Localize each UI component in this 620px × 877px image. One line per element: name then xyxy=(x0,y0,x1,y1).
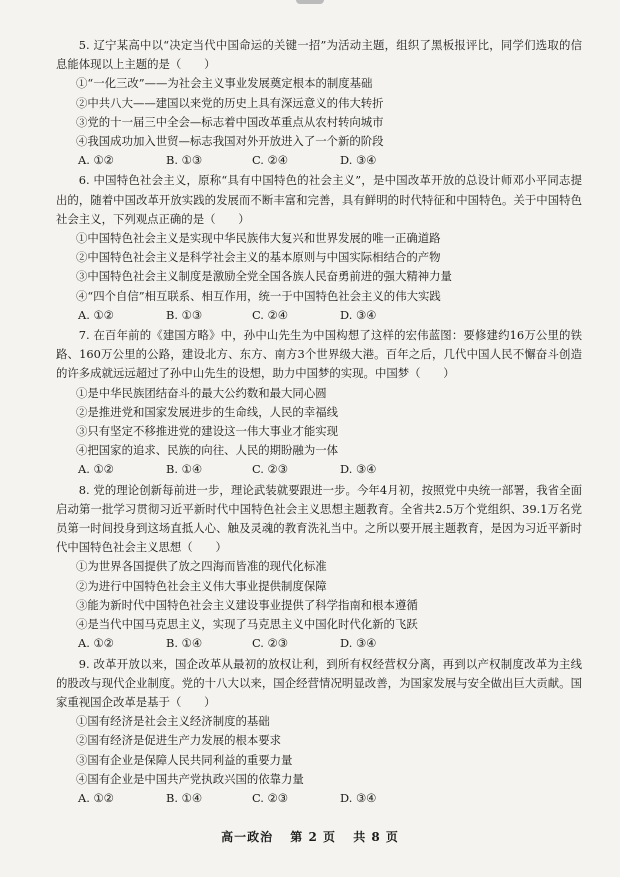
statement-3: ③能为新时代中国特色社会主义建设事业提供了科学指南和根本遵循 xyxy=(76,597,418,612)
answer-choices xyxy=(56,306,582,325)
statement-1: ①“一化三改”——为社会主义事业发展奠定根本的制度基础 xyxy=(76,76,373,91)
statement-2: ②中国特色社会主义是科学社会主义的基本原则与中国实际相结合的产物 xyxy=(76,250,441,265)
choice-d: D. ③④ xyxy=(340,307,377,322)
statement-1: ①为世界各国提供了放之四海而皆准的现代化标准 xyxy=(76,559,327,574)
footer-page-number: 第 2 页 xyxy=(290,830,336,844)
statement-2: ②中共八大——建国以来党的历史上具有深远意义的伟大转折 xyxy=(76,95,384,110)
statement-4: ④“四个自信”相互联系、相互作用，统一于中国特色社会主义的伟大实践 xyxy=(76,288,441,303)
question-stem: 6. 中国特色社会主义，原称“具有中国特色的社会主义”，是中国改革开放的总设计师邓小平同志提出的，随着中国改革开放实践的发展而不断丰富和完善，具有鲜明的时代特征和中国特色。关于中国特色社会主义，下列观点正确的是（ ） xyxy=(56,173,582,226)
statement-4: ④国有企业是中国共产党执政兴国的依靠力量 xyxy=(76,771,304,786)
choice-a: A. ①② xyxy=(78,462,114,477)
footer-subject: 高一政治 xyxy=(221,830,274,844)
choice-a: A. ①② xyxy=(78,153,114,168)
statement-2: ②为进行中国特色社会主义伟大事业提供制度保障 xyxy=(76,578,327,593)
choice-c: C. ②④ xyxy=(252,307,288,322)
question-stem: 7. 在百年前的《建国方略》中，孙中山先生为中国构想了这样的宏伟蓝图：要修建约16万公里的铁路、160万公里的公路，建设北方、东方、南方3个世界级大港。百年之后，几代中国人民不懈奋斗创造的许多成就远远超过了孙中山先生的设想，助力中国梦的实现。中国梦（ ） xyxy=(56,328,582,381)
statement-3: ③国有企业是保障人民共同利益的重要力量 xyxy=(76,752,293,767)
choice-d: D. ③④ xyxy=(340,462,377,477)
question-7 xyxy=(56,326,582,480)
answer-choices xyxy=(56,460,582,479)
choice-a: A. ①② xyxy=(78,307,114,322)
choice-a: A. ①② xyxy=(78,790,114,805)
choice-d: D. ③④ xyxy=(340,790,377,805)
choice-c: C. ②③ xyxy=(252,790,288,805)
choice-d: D. ③④ xyxy=(340,636,377,651)
statement-2: ②国有经济是促进生产力发展的根本要求 xyxy=(76,733,282,748)
choice-c: C. ②④ xyxy=(252,153,288,168)
question-stem: 5. 辽宁某高中以“决定当代中国命运的关键一招”为活动主题，组织了黑板报评比，同学们选取的信息能体现以上主题的是（ ） xyxy=(56,38,582,72)
choice-d: D. ③④ xyxy=(340,153,377,168)
statement-3: ③党的十一届三中全会—标志着中国改革重点从农村转向城市 xyxy=(76,114,384,129)
statement-3: ③中国特色社会主义制度是激励全党全国各族人民奋勇前进的强大精神力量 xyxy=(76,269,452,284)
question-9 xyxy=(56,655,582,809)
answer-choices xyxy=(56,789,582,808)
statement-4: ④我国成功加入世贸—标志我国对外开放进入了一个新的阶段 xyxy=(76,134,384,149)
scan-mark xyxy=(296,0,324,4)
choice-b: B. ①④ xyxy=(166,790,203,805)
question-5 xyxy=(56,36,582,170)
choice-b: B. ①④ xyxy=(166,462,203,477)
question-8 xyxy=(56,481,582,654)
choice-b: B. ①③ xyxy=(166,153,203,168)
choice-c: C. ②③ xyxy=(252,636,288,651)
answer-choices xyxy=(56,634,582,653)
question-6 xyxy=(56,171,582,325)
statement-1: ①国有经济是社会主义经济制度的基础 xyxy=(76,714,270,729)
choice-b: B. ①④ xyxy=(166,636,203,651)
page-footer xyxy=(0,828,620,847)
footer-total-pages: 共 8 页 xyxy=(353,830,399,844)
statement-3: ③只有坚定不移推进党的建设这一伟大事业才能实现 xyxy=(76,424,338,439)
statement-4: ④是当代中国马克思主义，实现了马克思主义中国化时代化新的飞跃 xyxy=(76,617,418,632)
choice-a: A. ①② xyxy=(78,636,114,651)
statement-1: ①是中华民族团结奋斗的最大公约数和最大同心圆 xyxy=(76,385,327,400)
question-stem: 8. 党的理论创新每前进一步，理论武装就要跟进一步。今年4月初，按照党中央统一部署，我省全面启动第一批学习贯彻习近平新时代中国特色社会主义思想主题教育。全省共2.5万个党组织、39.1万名党员第一时间投身到这场直抵人心、触及灵魂的教育洗礼当中。之所以要开展主题教育，是因为习近平新时代中国特色社会主义思想（ ） xyxy=(56,482,582,555)
question-stem: 9. 改革开放以来，国企改革从最初的放权让利，到所有权经营权分离，再到以产权制度改革为主线的股改与现代企业制度。党的十八大以来，国企经营情况明显改善，为国家发展与安全做出巨大贡献。国家重视国企改革是基于（ ） xyxy=(56,656,582,709)
statement-2: ②是推进党和国家发展进步的生命线，人民的幸福线 xyxy=(76,404,338,419)
answer-choices xyxy=(56,151,582,170)
choice-b: B. ①③ xyxy=(166,307,203,322)
statement-4: ④把国家的追求、民族的向往、人民的期盼融为一体 xyxy=(76,443,338,458)
statement-1: ①中国特色社会主义是实现中华民族伟大复兴和世界发展的唯一正确道路 xyxy=(76,231,441,246)
choice-c: C. ②③ xyxy=(252,462,288,477)
